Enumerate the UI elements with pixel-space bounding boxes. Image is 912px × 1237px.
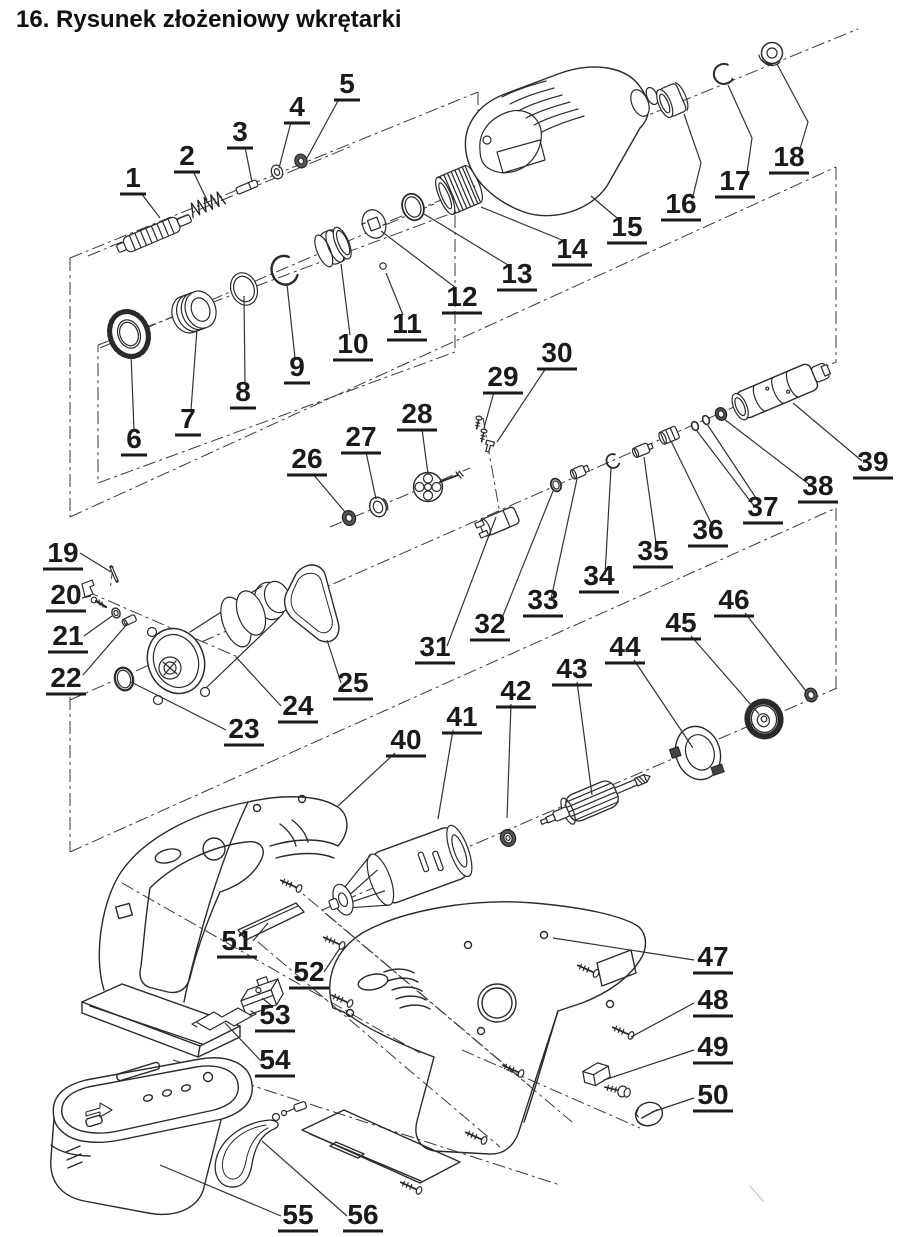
part-number: 43	[556, 653, 588, 684]
part-number: 55	[282, 1199, 314, 1230]
part-number: 42	[500, 675, 532, 706]
leader-line	[604, 1050, 694, 1080]
part-spring	[188, 191, 226, 218]
part-number: 40	[390, 724, 422, 755]
part-washer-tiny	[111, 607, 122, 619]
part-number: 34	[583, 560, 615, 591]
leader-line	[424, 214, 508, 265]
leader-line	[307, 99, 339, 158]
part-latch-piece	[484, 440, 495, 453]
part-number: 28	[401, 398, 433, 429]
part-number: 24	[282, 690, 314, 721]
part-stepped-bushing	[569, 463, 590, 479]
part-chuck-collar	[759, 43, 783, 66]
leader-line	[191, 329, 197, 410]
part-screw-pair	[474, 416, 488, 443]
part-number: 2	[179, 140, 195, 171]
part-number: 38	[802, 470, 834, 501]
part-fan-gear	[743, 697, 785, 740]
part-number: 4	[289, 91, 305, 122]
leader-line	[80, 553, 111, 572]
part-nut-38	[714, 406, 729, 422]
part-number: 49	[697, 1031, 729, 1062]
callout-37	[697, 424, 783, 523]
part-number: 23	[228, 713, 260, 744]
part-bearing-collar	[367, 494, 390, 519]
part-number: 56	[347, 1199, 379, 1230]
part-output-spindle	[729, 356, 834, 422]
leader-line	[691, 636, 759, 714]
callout-35	[633, 457, 673, 567]
part-number: 36	[692, 514, 724, 545]
leader-line	[697, 431, 754, 506]
callout-28	[397, 398, 437, 474]
part-number: 27	[345, 421, 377, 452]
part-number: 30	[541, 337, 573, 368]
part-number: 54	[259, 1044, 291, 1075]
leader-line	[605, 468, 611, 575]
part-number: 15	[611, 211, 643, 242]
part-nut-small	[293, 152, 309, 169]
leader-line	[577, 682, 592, 795]
part-number: 20	[50, 579, 82, 610]
leader-line	[141, 193, 160, 218]
callout-56	[262, 1141, 383, 1231]
part-gearbox-assembly	[138, 578, 293, 705]
leader-line	[484, 392, 494, 428]
callout-17	[715, 85, 755, 197]
part-bearing-42	[498, 827, 518, 848]
leader-line	[193, 171, 207, 200]
part-number: 41	[446, 701, 478, 732]
callout-27	[341, 421, 381, 499]
part-number: 17	[719, 165, 751, 196]
part-number: 52	[293, 956, 325, 987]
part-number: 13	[501, 258, 533, 289]
part-planet-carrier	[414, 471, 464, 502]
part-number: 25	[337, 667, 369, 698]
part-retaining-ring	[399, 191, 428, 224]
leader-line	[745, 613, 806, 691]
leader-line	[777, 64, 808, 149]
leader-line	[724, 419, 810, 485]
leader-line	[245, 147, 252, 182]
part-number: 26	[291, 443, 323, 474]
part-terminal-block	[582, 1058, 633, 1106]
part-number: 29	[487, 361, 519, 392]
callout-5	[307, 68, 360, 158]
callout-26	[287, 443, 345, 512]
part-baffle	[665, 721, 727, 787]
callout-1	[120, 162, 160, 218]
part-cone-piece	[631, 441, 654, 458]
part-snap-ring	[712, 62, 734, 86]
leader-line	[553, 938, 694, 960]
callout-49	[604, 1031, 733, 1080]
assembly-axis	[325, 913, 572, 1122]
leader-line	[287, 284, 295, 358]
leader-line	[131, 354, 134, 430]
callout-45	[661, 607, 759, 714]
leader-line	[324, 948, 340, 972]
leader-line	[84, 616, 112, 636]
part-number: 7	[180, 403, 196, 434]
part-number: 31	[419, 631, 451, 662]
part-roller	[121, 614, 137, 626]
part-number: 51	[221, 925, 253, 956]
part-drive-shaft	[115, 211, 194, 257]
leader-line	[244, 296, 245, 383]
part-pin	[236, 179, 259, 194]
callout-6	[121, 354, 147, 455]
part-gear-housing	[465, 67, 660, 216]
callout-21	[48, 616, 112, 652]
leader-line	[438, 730, 453, 819]
part-motor	[319, 823, 477, 925]
part-clutch-cup	[311, 225, 355, 269]
leader-line	[236, 657, 281, 706]
callout-43	[552, 653, 592, 795]
leader-line	[366, 452, 376, 499]
callout-48	[631, 984, 733, 1037]
leader-line	[422, 429, 428, 474]
callout-39	[793, 403, 893, 478]
part-number: 39	[857, 446, 889, 477]
callout-3	[227, 116, 253, 182]
callout-25	[327, 640, 373, 699]
part-number: 14	[556, 233, 588, 264]
callout-13	[424, 214, 537, 290]
callout-18	[769, 64, 809, 173]
part-number: 19	[47, 537, 79, 568]
part-number: 11	[392, 308, 422, 339]
leader-line	[341, 264, 350, 335]
part-gasket	[285, 565, 339, 642]
part-number: 33	[527, 584, 559, 615]
leader-line	[631, 1003, 694, 1037]
part-number: 22	[50, 662, 82, 693]
leader-line	[728, 85, 752, 173]
part-ring-32	[549, 477, 563, 493]
part-circlip	[268, 253, 300, 288]
callout-2	[174, 140, 207, 200]
part-circlip-small	[605, 453, 621, 470]
callout-9	[284, 284, 310, 383]
leader-line	[634, 660, 693, 748]
part-washer-pair	[690, 415, 710, 432]
part-o-ring	[112, 666, 135, 693]
callout-12	[381, 231, 482, 313]
leader-line	[507, 704, 511, 818]
callout-36	[671, 441, 728, 546]
page-title: 16. Rysunek złożeniowy wkrętarki	[16, 6, 402, 33]
callout-42	[496, 675, 536, 818]
part-nut-46	[803, 686, 819, 703]
boundary-line	[98, 212, 455, 483]
callout-50	[652, 1079, 733, 1112]
callout-46	[714, 584, 806, 691]
callout-11	[386, 273, 427, 340]
part-bolt-bushing	[657, 426, 680, 445]
stray-mark	[750, 1186, 763, 1201]
part-steel-ball	[380, 263, 386, 269]
part-washer-small	[269, 164, 284, 181]
part-number: 44	[609, 631, 641, 662]
part-number: 50	[697, 1079, 729, 1110]
part-nut-dark	[340, 509, 357, 528]
leader-line	[338, 753, 395, 806]
part-number: 5	[339, 68, 355, 99]
part-number: 35	[637, 535, 669, 566]
part-number: 9	[289, 351, 305, 382]
part-number: 3	[232, 116, 248, 147]
part-number: 46	[718, 584, 750, 615]
part-number: 1	[125, 162, 141, 193]
callout-44	[605, 631, 693, 748]
part-cam-disc	[358, 206, 390, 241]
callout-40	[338, 724, 426, 806]
leader-line	[381, 231, 456, 288]
part-ring-gear	[103, 306, 154, 362]
part-number: 53	[259, 999, 291, 1030]
callout-52	[289, 948, 340, 988]
leader-line	[684, 114, 701, 196]
leader-line	[793, 403, 862, 461]
callout-10	[333, 264, 373, 360]
part-cap-button	[633, 1099, 665, 1128]
part-threaded-ring	[167, 287, 221, 338]
callout-23	[131, 682, 264, 745]
callout-53	[255, 998, 295, 1031]
part-number: 48	[697, 984, 729, 1015]
callout-15	[591, 196, 647, 243]
part-number: 37	[747, 491, 779, 522]
part-number: 16	[665, 188, 697, 219]
part-number: 10	[337, 328, 369, 359]
part-number: 8	[235, 376, 251, 407]
callout-16	[661, 114, 701, 220]
part-number: 12	[446, 281, 478, 312]
part-number: 32	[474, 608, 506, 639]
part-number: 18	[773, 141, 805, 172]
callout-7	[175, 329, 201, 435]
part-number: 6	[126, 423, 142, 454]
callout-34	[579, 468, 619, 592]
part-number: 47	[697, 941, 729, 972]
callout-41	[438, 701, 482, 819]
leader-line	[551, 479, 577, 599]
callout-8	[230, 296, 256, 408]
callout-19	[43, 537, 111, 572]
part-switch-bracket	[82, 580, 106, 607]
leader-line	[279, 122, 291, 168]
part-number: 45	[665, 607, 697, 638]
callout-29	[483, 361, 523, 428]
leader-line	[313, 474, 345, 512]
part-number: 21	[52, 620, 84, 651]
